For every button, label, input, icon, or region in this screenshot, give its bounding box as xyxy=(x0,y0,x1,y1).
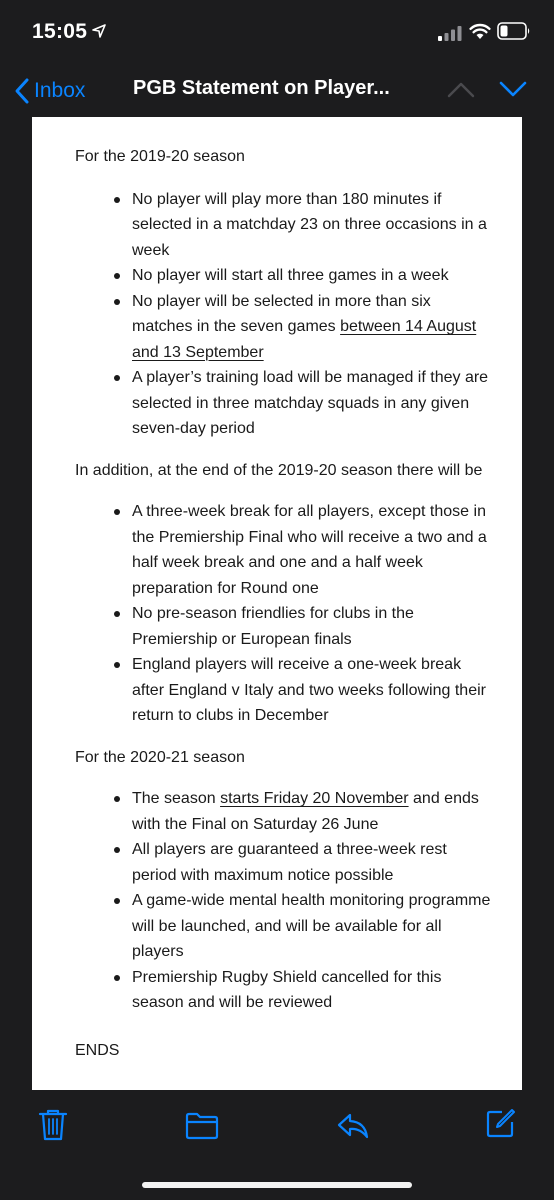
trash-icon[interactable] xyxy=(38,1108,68,1142)
wifi-icon xyxy=(469,22,491,40)
list-item: A player’s training load will be managed if they are selected in three matchday squads in any given seven-day period xyxy=(132,365,495,442)
back-button[interactable] xyxy=(14,74,85,108)
status-bar xyxy=(0,0,554,64)
list-item: No player will play more than 180 minutes if selected in a matchday 23 on three occasions in a week xyxy=(132,187,495,264)
chevron-left-icon xyxy=(14,77,30,105)
list-item: Premiership Rugby Shield cancelled for this season and will be reviewed xyxy=(132,965,495,1016)
bullet-list xyxy=(75,187,495,442)
chevron-down-icon[interactable] xyxy=(498,78,528,100)
bullet-list xyxy=(75,786,495,1016)
ends-text: ENDS xyxy=(75,1041,120,1059)
status-time: 15:05 xyxy=(32,20,88,43)
battery-icon xyxy=(497,22,531,40)
list-item-text: No player will be selected in more than six matches in the seven games xyxy=(132,292,431,335)
section-heading: For the 2019-20 season xyxy=(75,148,245,165)
reply-icon[interactable] xyxy=(336,1112,370,1140)
section-heading: For the 2020-21 season xyxy=(75,748,245,766)
list-item xyxy=(132,289,495,366)
location-arrow-icon xyxy=(92,24,106,38)
nav-bar xyxy=(0,64,554,116)
date-link[interactable]: starts Friday 20 November xyxy=(220,790,409,807)
list-item: No player will start all three games in a week xyxy=(132,263,495,289)
list-item-text: The season xyxy=(132,790,221,807)
list-item xyxy=(132,786,495,837)
folder-icon[interactable] xyxy=(185,1112,219,1140)
list-item: A game-wide mental health monitoring programme will be launched, and will be available for all players xyxy=(132,888,495,965)
email-content xyxy=(75,144,495,1063)
compose-icon[interactable] xyxy=(484,1108,516,1140)
email-title: PGB Statement on Player... xyxy=(133,77,390,99)
email-body xyxy=(32,117,522,1090)
back-label: Inbox xyxy=(34,79,86,102)
cellular-signal-icon xyxy=(438,25,462,41)
list-item: England players will receive a one-week break after England v Italy and two weeks following their return to clubs in December xyxy=(132,652,495,729)
list-item-text: and ends with the Final on Saturday 26 June xyxy=(132,790,479,833)
bullet-list xyxy=(75,499,495,729)
chevron-up-icon[interactable] xyxy=(446,78,476,100)
section-heading: In addition, at the end of the 2019-20 season there will be xyxy=(75,461,483,479)
list-item: No pre-season friendlies for clubs in the Premiership or European finals xyxy=(132,601,495,652)
list-item: A three-week break for all players, except those in the Premiership Final who will receive a two and a half week break and one and a half week preparation for Round one xyxy=(132,499,495,601)
home-indicator[interactable] xyxy=(142,1182,412,1188)
date-link[interactable]: between 14 August and 13 September xyxy=(132,318,477,361)
list-item: All players are guaranteed a three-week rest period with maximum notice possible xyxy=(132,837,495,888)
